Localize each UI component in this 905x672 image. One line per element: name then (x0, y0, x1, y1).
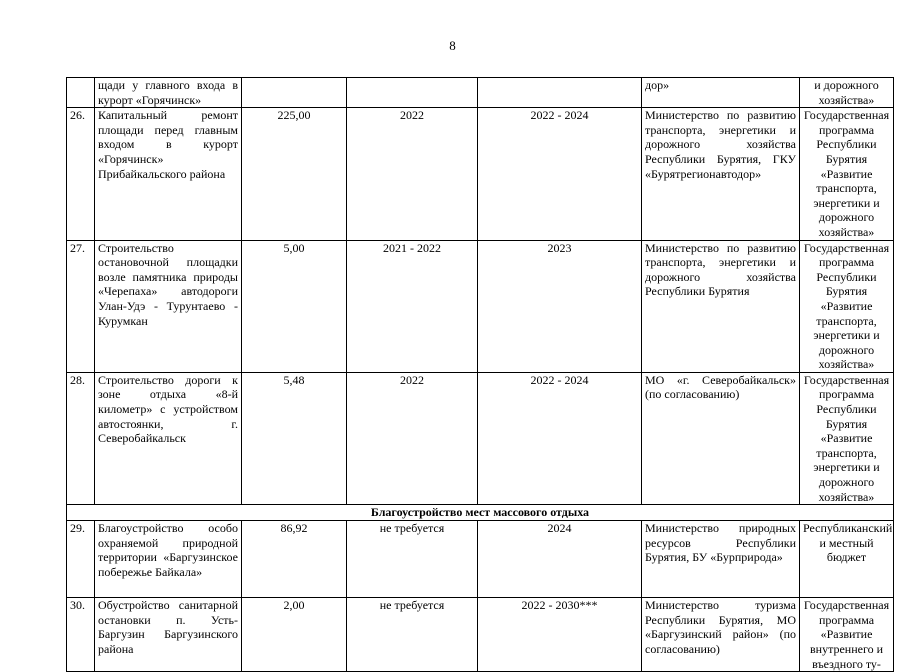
row-number: 27. (67, 240, 95, 372)
table-row-continuation (67, 78, 894, 108)
cost-cell: 225,00 (242, 108, 347, 240)
source-cell: Государственная программа «Развитие внутреннего и въездного ту- (800, 598, 894, 672)
measure-name: Обустройство санитарной остановки п. Усть-Баргузин Баргузинского района (95, 598, 242, 672)
table-row (67, 598, 894, 672)
year-start-cell (347, 78, 478, 108)
executor-cell: Министерство по развитию транспорта, энергетики и дорожного хозяйства Республики Бурятия (642, 240, 800, 372)
measure-name: Строительство дороги к зоне отдыха «8-й километр» с устройством автостоянки, г. Северобайкальск (95, 372, 242, 504)
year-end-cell: 2023 (478, 240, 642, 372)
source-cell: Государственная программа Республики Бурятия «Развитие транспорта, энергетики и дорожного хозяйства» (800, 240, 894, 372)
row-number: 28. (67, 372, 95, 504)
year-start-cell: 2022 (347, 372, 478, 504)
executor-cell: Министерство природных ресурсов Республики Бурятия, БУ «Бурприрода» (642, 521, 800, 598)
executor-cell: Министерство туризма Республики Бурятия, МО «Баргузинский район» (по согласованию) (642, 598, 800, 672)
cost-cell: 2,00 (242, 598, 347, 672)
measures-table (66, 77, 894, 672)
year-end-cell: 2022 - 2030*** (478, 598, 642, 672)
year-end-cell: 2024 (478, 521, 642, 598)
measure-name: Капитальный ремонт площади перед главным входом в курорт «Горячинск» Прибайкальского района (95, 108, 242, 240)
cost-cell: 86,92 (242, 521, 347, 598)
table-row (67, 521, 894, 598)
source-cell: и дорожного хозяйства» (800, 78, 894, 108)
table-row (67, 108, 894, 240)
source-cell: Республиканский и местный бюджет (800, 521, 894, 598)
year-start-cell: 2022 (347, 108, 478, 240)
page-number: 8 (449, 38, 456, 53)
measure-name: Благоустройство особо охраняемой природной территории «Баргузинское побережье Байкала» (95, 521, 242, 598)
table-row (67, 240, 894, 372)
year-start-cell: не требуется (347, 521, 478, 598)
executor-cell: МО «г. Северобайкальск» (по согласованию) (642, 372, 800, 504)
section-title: Благоустройство мест массового отдыха (67, 505, 894, 521)
year-end-cell: 2022 - 2024 (478, 108, 642, 240)
cost-cell (242, 78, 347, 108)
executor-cell: дор» (642, 78, 800, 108)
measure-name: щади у главного входа в курорт «Горячинск» (95, 78, 242, 108)
section-header-row (67, 505, 894, 521)
row-number (67, 78, 95, 108)
measure-name: Строительство остановочной площадки возле памятника природы «Черепаха» автодороги Улан-Удэ - Турунтаево - Курумкан (95, 240, 242, 372)
year-end-cell (478, 78, 642, 108)
source-cell: Государственная программа Республики Бурятия «Развитие транспорта, энергетики и дорожного хозяйства» (800, 372, 894, 504)
cost-cell: 5,48 (242, 372, 347, 504)
cost-cell: 5,00 (242, 240, 347, 372)
executor-cell: Министерство по развитию транспорта, энергетики и дорожного хозяйства Республики Бурятия, ГКУ «Бурятрегионавтодор» (642, 108, 800, 240)
year-start-cell: 2021 - 2022 (347, 240, 478, 372)
row-number: 29. (67, 521, 95, 598)
table-row (67, 372, 894, 504)
source-cell: Государственная программа Республики Бурятия «Развитие транспорта, энергетики и дорожного хозяйства» (800, 108, 894, 240)
row-number: 30. (67, 598, 95, 672)
year-start-cell: не требуется (347, 598, 478, 672)
year-end-cell: 2022 - 2024 (478, 372, 642, 504)
row-number: 26. (67, 108, 95, 240)
